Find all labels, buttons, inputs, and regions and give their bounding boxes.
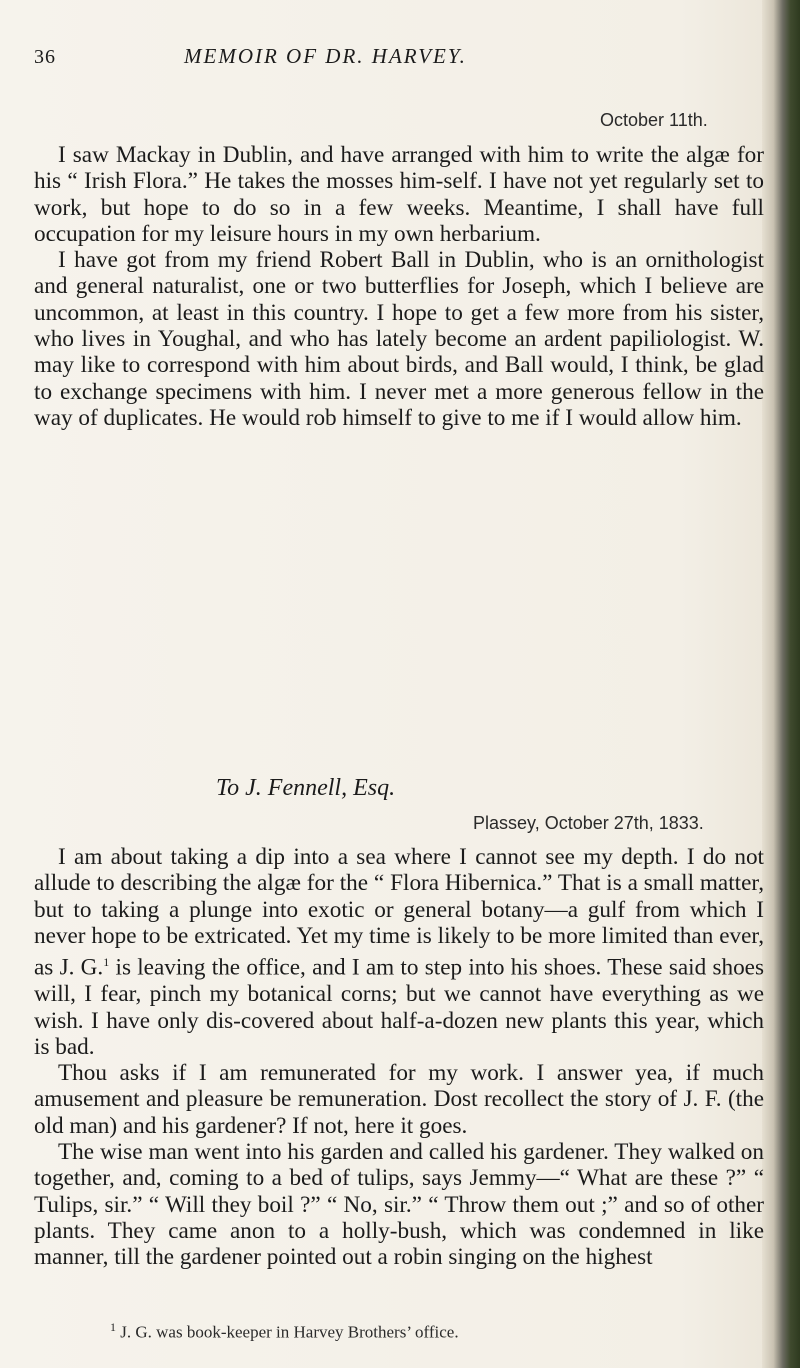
letter2-paragraph-1: [34, 844, 764, 1060]
letter1-date: October 11th.: [600, 110, 708, 130]
letter1-paragraph-2: I have got from my friend Robert Ball in Dublin, who is an ornithologist and general naturalist, one or two butterflies for Joseph, which I believe are uncommon, at least in this country. I hope to get a few more from his sister, who lives in Youghal, and who has lately become an ardent papiliologist. W. may like to correspond with him about birds, and Ball would, I think, be glad to exchange specimens with him. I never met a more generous fellow in the way of duplicates. He would rob himself to give to me if I would allow him.: [34, 247, 764, 431]
letter2-paragraph-3: The wise man went into his garden and called his gardener. They walked on together, and, coming to a bed of tulips, says Jemmy—“ What are these ?” “ Tulips, sir.” “ Will they boil ?” “ No, sir.” “ Throw them out ;” and so of other plants. They came anon to a holly-bush, which was condemned in like manner, till the gardener pointed out a robin singing on the highest: [34, 1139, 764, 1271]
letter2-salutation: To J. Fennell, Esq.: [216, 775, 396, 801]
footnote-marker: 1: [110, 1320, 116, 1334]
letter1-body: [34, 142, 764, 431]
footnote-text: J. G. was book-keeper in Harvey Brothers’ office.: [116, 1322, 459, 1342]
running-title: MEMOIR OF DR. HARVEY.: [184, 44, 467, 68]
page-header: [34, 44, 744, 74]
footnote-reference: 1: [103, 955, 110, 970]
letter2-paragraph-1-text: I am about taking a dip into a sea where I cannot see my depth. I do not allude to describing the algæ for the “ Flora Hibernica.” That is a small matter, but to taking a plunge into exotic or general botany—a gulf from which I never hope to be extricated. Yet my time is likely to be more limited than ever, as J. G.: [34, 844, 764, 981]
book-binding-edge: [762, 0, 800, 1368]
letter2-body: [34, 844, 764, 1270]
letter2-paragraph-1-continued: is leaving the office, and I am to step into his shoes. These said shoes will, I fear, pinch my botanical corns; but we cannot have everything as we wish. I have only dis-covered about half-a-dozen new plants this year, which is bad.: [34, 954, 764, 1060]
letter2-dateline: Plassey, October 27th, 1833.: [473, 813, 704, 833]
letter1-paragraph-1: I saw Mackay in Dublin, and have arranged with him to write the algæ for his “ Irish Flora.” He takes the mosses him-self. I have not yet regularly set to work, but hope to do so in a few weeks. Meantime, I shall have full occupation for my leisure hours in my own herbarium.: [34, 142, 764, 247]
page-number: 36: [34, 46, 56, 68]
footnote: [110, 1320, 459, 1343]
letter2-paragraph-2: Thou asks if I am remunerated for my work. I answer yea, if much amusement and pleasure be remuneration. Dost recollect the story of J. F. (the old man) and his gardener? If not, here it goes.: [34, 1060, 764, 1139]
